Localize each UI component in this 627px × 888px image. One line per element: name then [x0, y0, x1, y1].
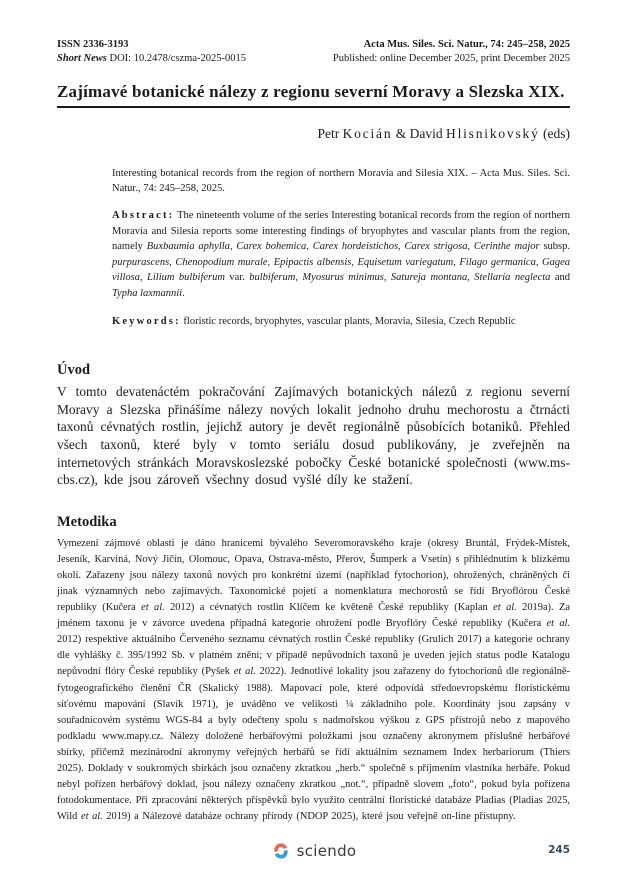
header-right: [333, 38, 570, 66]
article-title: Zajímavé botanické nálezy z regionu severní Moravy a Slezska XIX.: [57, 82, 565, 101]
sciendo-logo-top-arc: [272, 842, 287, 853]
sciendo-logo-bottom-arc: [274, 850, 289, 861]
journal-reference: Acta Mus. Siles. Sci. Natur., 74: 245–258, 2025: [363, 39, 570, 50]
abstract-label: Abstract:: [112, 210, 175, 221]
keywords: [112, 314, 570, 330]
header-left: [57, 38, 246, 66]
uvod-paragraph: V tomto devatenáctém pokračování Zajímavých botanických nálezů z regionu severní Moravy a Slezska přinášíme nálezy nových lokalit jednoho druhu mechorostu a čtrnácti taxonů cévnatých rostlin, jejichž autory je devět regionálně působících botaniků. Přehled všech taxonů, které byly v tomto seriálu dosud publikovány, je zveřejněn na internetových stránkách Moravskoslezské pobočky České botanické společnosti (www.ms-cbs.cz), kde jsou zároveň všechny dosud vyšlé díly ke stažení.: [57, 384, 570, 488]
page-footer: [57, 838, 570, 864]
section-heading-metodika: Metodika: [57, 513, 117, 530]
short-news-label: Short News: [57, 53, 107, 64]
sciendo-logo-icon: [271, 841, 291, 861]
abstract-text: The nineteenth volume of the series Interesting botanical records from the region of northern Moravia and Silesia reports some interesting findings of bryophytes and vascular plants from the region, namely Buxbaumia aphylla, Carex bohemica, Carex hordeistichos, Carex strigosa, Cerinthe major subsp. purpurascens, Chenopodium murale, Epipactis albensis, Equisetum variegatum, Filago germanica, Gagea villosa, Lilium bulbiferum var. bulbiferum, Myosurus minimus, Satureja montana, Stellaria neglecta and Typha laxmannii.: [112, 210, 571, 299]
page-header: [57, 38, 570, 66]
english-citation: Interesting botanical records from the region of northern Moravia and Silesia XIX. – Acta Mus. Siles. Sci. Natur., 74: 245–258, 2025.: [112, 168, 570, 194]
issn: ISSN 2336-3193: [57, 39, 129, 50]
section-heading-uvod: Úvod: [57, 362, 91, 379]
doi-line: [57, 52, 246, 66]
metodika-paragraph: Vymezení zájmové oblasti je dáno hranicemi bývalého Severomoravského kraje (okresy Bruntál, Frýdek-Místek, Jeseník, Karviná, Nový Jičín, Olomouc, Opava, Ostrava-město, Přerov, Šumperk a Vsetín) s přihlédnutím k blízkému okolí. Zařazeny jsou nálezy taxonů nových pro konkrétní území (například fytochorion), ohrožených, chráněných či jinak významných nebo zajímavých. Taxonomické pojetí a nomenklatura mechorostů se řídí Bryoflórou České republiky (Kučera et al. 2012) a cévnatých rostlin Klíčem ke květeně České republiky (Kaplan et al. 2019a). Za jménem taxonu je v závorce uvedena případná kategorie ohrožení podle Bryoflóry České republiky (Kučera et al. 2012) respektive aktuálního Červeného seznamu cévnatých rostlin České republiky (Grulich 2017) a kategorie ochrany dle vyhlášky č. 395/1992 Sb. v platném znění; v případě nepůvodních taxonů je uveden jejich status podle Katalogu nepůvodní flóry České republiky (Pyšek et al. 2022). Jednotlivé lokality jsou zařazeny do fytochorionů dle regionálně-fytogeografického členění ČR (Skalický 1988). Mapovací pole, které odpovídá středoevropskému floristickému síťovému mapování (Slavík 1971), je uváděno ve velikosti ¼ základního pole. Koordináty jsou zapsány v souřadnicovém systému WGS-84 a byly odečteny spolu s nadmořskou výškou z GPS přístrojů nebo z mapového podkladu www.mapy.cz. Nálezy doložené herbářovými položkami jsou označeny akronymem příslušné herbářové sbírky, přičemž mezinárodní akronymy veřejných herbářů se řídí aktuálním seznamem Index herbariorum (Thiers 2025). Doklady v soukromých sbírkách jsou označeny zkratkou „herb.“ společně s příjmením vlastníka herbáře. Pokud nebyl pořízen herbářový doklad, jsou nálezy označeny zkratkou „not.“, případně slovem „foto“, pokud byla pořízena fotodokumentace. Při zpracování některých příspěvků bylo využito centrální floristické databáze Pladias (Pladias 2025, Wild et al. 2019) a Nálezové databáze ochrany přírody (NDOP 2025), které jsou veřejně on-line přístupny.: [57, 537, 571, 823]
sciendo-logo-text: sciendo: [296, 842, 357, 860]
authors-line: Petr Kocián & David Hlisnikovský (eds): [317, 126, 570, 141]
sciendo-logo: [271, 841, 357, 861]
page-number: 245: [548, 843, 570, 856]
published-info: Published: online December 2025, print December 2025: [332, 53, 570, 64]
title-rule: [57, 106, 570, 108]
abstract: [112, 208, 570, 302]
keywords-label: Keywords:: [112, 315, 181, 327]
doi: DOI: 10.2478/cszma-2025-0015: [109, 53, 246, 64]
keywords-text: floristic records, bryophytes, vascular plants, Moravia, Silesia, Czech Republic: [183, 315, 516, 327]
